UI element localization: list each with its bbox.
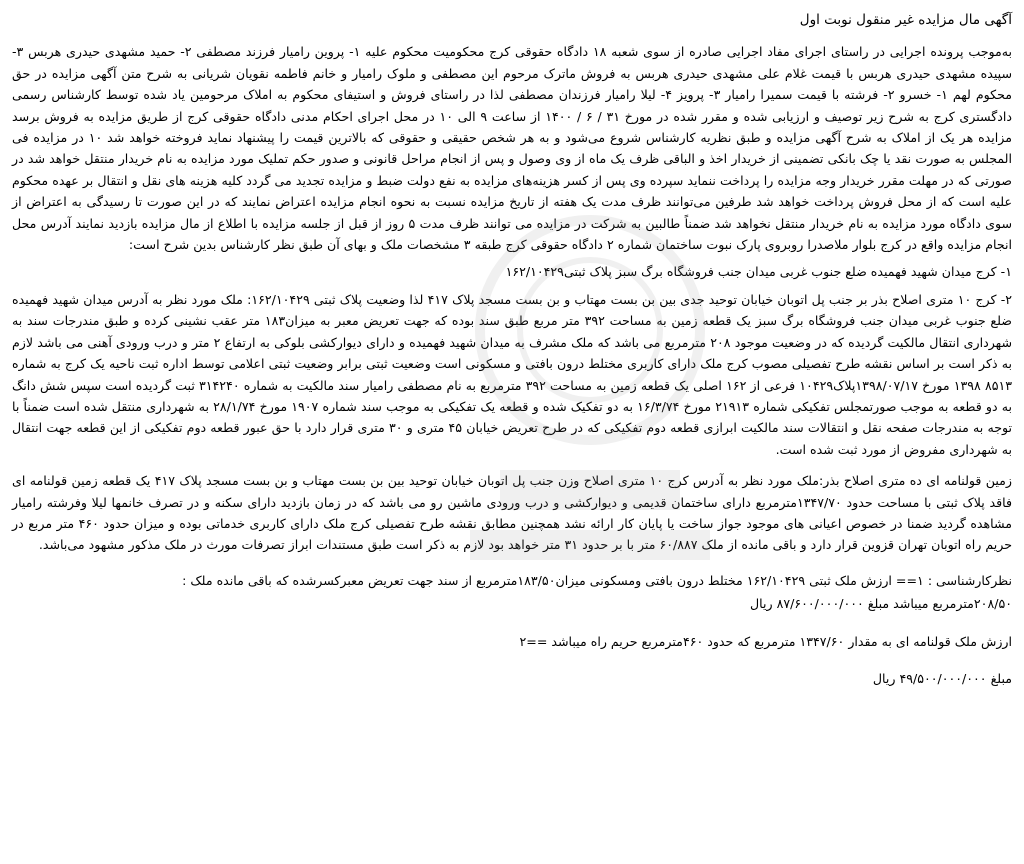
expert-opinion-line-1: نظرکارشناسی : ۱== ارزش ملک ثبتی ۱۶۲/۱۰۴۲۹ مختلط درون بافتی ومسکونی میزان۱۸۳/۵۰مترمربع از سند جهت تعریض معبرکسرشده که باقی مانده ملک : [182, 572, 1012, 588]
notice-title: آگهی مال مزایده غیر منقول نوبت اول [799, 12, 1012, 28]
intro-paragraph: به‌موجب پرونده اجرایی در راستای اجرای مفاد اجرایی صادره از سوی شعبه ۱۸ دادگاه حقوقی کرج محکومیت محکوم علیه ۱- پروین رامیار فرزند مصطفی ۲- حمید مشهدی حیدری هربس ۳- سپیده مشهدی حیدری هربس با قیمت غلام علی مشهدی حیدری هربس به فروش ماترک مرحوم این مصطفی و ملوک رامیار و خانم فاطمه نقویان شریانی به شرح متن آگهی مزایده در حق محکوم لهم ۱- خسرو ۲- فرشته با قیمت سمیرا رامیار ۳- پرویز ۴- لیلا رامیار فرزندان مصطفی لذا در راستای فروش و استیفای محکوم به املاک مرحومین یاد شده توسط کارشناس رسمی دادگستری کرج به شرح زیر توصیف و ارزیابی شده و مقرر شده در مورخ ۳۱ / ۶ / ۱۴۰۰ از ساعت ۹ الی ۱۰ در محل اجرای احکام مدنی دادگاه حقوقی کرج از طریق مزایده به فروش برسد مزایده هر یک از املاک به شرح آگهی مزایده و طبق نظریه کارشناس شروع می‌شود و به هر شخص حقیقی و حقوقی که بالاترین قیمت را پیشنهاد نماید فروخته خواهد شد ۱۰ در مزایده فی المجلس به صورت نقد یا چک بانکی تضمینی از خریدار اخذ و الباقی ظرف یک ماه از وی وصول و پس از انجام مراحل قانونی و صدور حکم تملیک مورد مزایده به نام خریدار منتقل خواهد شد در صورتی که در مهلت مقرر خریدار وجه مزایده را پرداخت ننماید سپرده وی پس از کسر هزینه‌های مزایده به نفع دولت ضبط و مزایده تجدید می گردد کلیه هزینه های نقل و انتقال بر عهده محکوم علیه است که از محل فروش پرداخت خواهد شد طرفین می‌توانند ظرف مدت یک هفته از تاریخ مزایده نسبت به نحوه انجام مزایده اعتراض نمایند که در این صورت تا رسیدگی به اعتراض از سوی دادگاه مورد مزایده به نام خریدار منتقل نخواهد شد ضمناً طالبین به شرکت در مزایده می توانند ظرف مدت ۵ روز از قبل از جلسه مزایده با اطلاع از مال مزایده بازدید نمایند آدرس محل انجام مزایده واقع در کرج بلوار ملاصدرا روبروی پارک نبوت ساختمان شماره ۲ دادگاه حقوقی کرج طبقه ۳ مشخصات ملک و بهای آن طبق نظر کارشناس بدین شرح است: [12, 44, 1013, 253]
contract-land-value-line: ارزش ملک قولنامه ای به مقدار ۱۳۴۷/۶۰ مترمربع که حدود ۴۶۰مترمربع حریم راه میباشد ==۲ [519, 633, 1012, 649]
property-item-3: زمین قولنامه ای ده متری اصلاح بذر:ملک مورد نظر به آدرس کرج ۱۰ متری اصلاح وزن جنب پل اتوبان خیابان توحید بین بن بست مهتاب و بن بست مسجد پلاک ۴۱۷ یک قطعه زمین قولنامه ای فاقد پلاک ثبتی با مساحت حدود ۱۳۴۷/۷۰مترمربع دارای ساختمان قدیمی و دیوارکشی و درب ورودی ماشین رو می باشد که در زمان بازدید دارای سکنه و در تصرف خانمها لیلا وفرشته رامیار مشاهده گردید ضمنا در خصوص اعیانی های موجود جواز ساخت یا پایان کار ارائه نشد همچنین مطابق نقشه طرح تفصیلی کرج ملک دارای کاربری خدماتی بوده و میزان حدود ۴۶۰ متر مربع در حریم راه اتوبان تهران قزوین قرار دارد و باقی مانده از ملک ۶۰/۸۸۷ متر با بر حدود ۳۱ متر خواهد بود لازم به ذکر است طبق مستندات ابراز تصرفات مورث در ملک مذکور مشهود می‌باشد. [12, 473, 1013, 553]
property-item-1: ۱- کرج میدان شهید فهمیده ضلع جنوب غربی میدان جنب فروشگاه برگ سبز پلاک ثبتی۱۶۲/۱۰۴۲۹ [505, 264, 1012, 280]
expert-opinion-line-2: ۲۰۸/۵۰مترمربع میباشد مبلغ ۸۷/۶۰۰/۰۰۰/۰۰۰ ریال [750, 596, 1012, 612]
property-item-2: ۲- کرج ۱۰ متری اصلاح بذر بر جنب پل اتوبان خیابان توحید جدی بین بن بست مهتاب و بن بست مسجد پلاک ۴۱۷ لذا وضعیت پلاک ثبتی ۱۶۲/۱۰۴۲۹: ملک مورد نظر به آدرس میدان شهید فهمیده ضلع جنوب غربی میدان جنب فروشگاه برگ سبز یک قطعه زمین به مساحت ۳۹۲ متر مربع طبق سند بوده که جهت تعریض معبر به میزان۱۸۳ متر عقب نشینی کرده و طبق مندرجات سند به شهرداری انتقال مالکیت گردیده که در وضعیت موجود ۲۰۸ مترمربع می باشد که ملک مشرف به میدان شهید فهمیده و دارای دیوارکشی بلوکی به ارتفاع ۲ متر و درب ورودی آهنی می باشد لازم به ذکر است بر اساس نقشه طرح تفصیلی مصوب کرج ملک دارای کاربری مختلط درون بافتی و مسکونی است وضعیت ثبتی برابر وضعیت ثبتی اعلامی توسط اداره ثبت ناحیه یک کرج به شماره ۸۵۱۳ ۱۳۹۸ مورخ ۱۳۹۸/۰۷/۱۷پلاک۱۰۴۲۹ فرعی از ۱۶۲ اصلی یک قطعه زمین به مساحت ۳۹۲ مترمربع به نام مصطفی رامیار سند مالکیت به شماره ۳۱۴۲۴۰ ثبت گردیده است سپس شش دانگ به دو قطعه به موجب صورتمجلس تفکیکی شماره ۲۱۹۱۳ مورخ ۱۶/۳/۷۴ به دو تفکیک شده و قطعه یک تفکیکی به موجب سند شماره ۱۹۰۷ مورخ ۲۸/۱/۷۴ به شهرداری منتقل شده است ضمناً با توجه به مندرجات صفحه نقل و انتقالات سند مالکیت ابرازی قطعه دوم تفکیکی که در طرح تعریض خیابان ۴۵ متری و ۳۰ متری قرار دارد با حق عبور قطعه دوم تفکیکی از این قطعه جهت انتقال به شهرداری مفروض از مورد ثبت شده است. [12, 291, 1013, 457]
contract-land-amount-line: مبلغ ۴۹/۵۰۰/۰۰۰/۰۰۰ ریال [872, 670, 1012, 686]
